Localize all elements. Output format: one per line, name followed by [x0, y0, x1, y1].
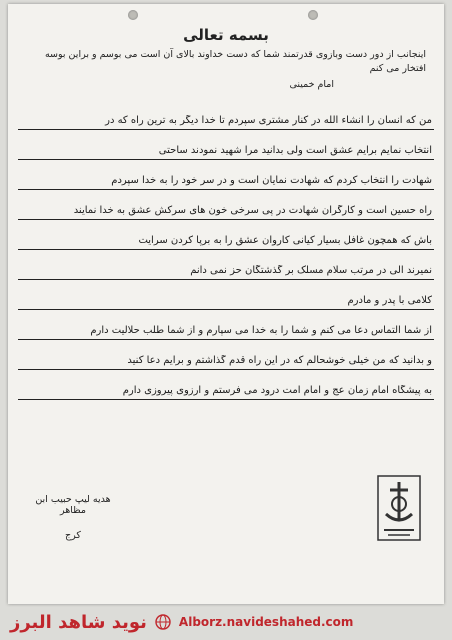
line-text: نمیرند الی در مرتب سلام مسلک بر گذشتگان حز نمی دانم [190, 265, 432, 276]
text-line [18, 370, 434, 400]
text-line [18, 280, 434, 310]
text-line [18, 220, 434, 250]
signature-block [28, 494, 118, 555]
document-page [8, 4, 444, 604]
globe-icon [155, 614, 171, 630]
irgc-emblem-icon [376, 474, 422, 542]
line-text: شهادت را انتخاب کردم که شهادت نمایان است و در سر خود را به خدا سپردم [111, 175, 432, 186]
imam-quote: اینجانب از دور دست وبازوی قدرتمند شما که دست خداوند بالای آن است می بوسم و براین بوسه افتخار می کنم [44, 49, 426, 74]
signature-name: هدیه لیپ حبیب ابن مظاهر [35, 494, 111, 516]
site-watermark [0, 604, 452, 640]
line-text: کلامی با پدر و مادرم [347, 295, 432, 306]
text-line [18, 100, 434, 130]
punch-holes [8, 10, 444, 24]
line-text: به پیشگاه امام زمان عج و امام امت درود می فرستم و آرزوی پیروزی دارم [122, 385, 432, 396]
line-text: انتخاب نمایم برایم عشق است ولی بدانید مرا شهید نمودند ساحتی [158, 145, 432, 156]
signature-place: کرج [65, 530, 81, 541]
text-line [18, 340, 434, 370]
document-heading: بسمه تعالی [183, 26, 269, 44]
line-text: و بدانید که من خیلی خوشحالم که در این راه قدم گذاشتم و برایم دعا کنید [127, 355, 432, 366]
text-line [18, 310, 434, 340]
punch-hole [308, 10, 318, 20]
brand-logo: نوید شاهد البرز [10, 611, 147, 633]
line-text: از شما التماس دعا می کنم و شما را به خدا می سپارم و از شما طلب حلالیت دارم [90, 325, 432, 336]
quote-author: امام خمینی [289, 79, 334, 90]
handwritten-text [18, 100, 434, 400]
line-text: باش که همچون غافل بسیار کیانی کاروان عشق را به برپا کردن سرایت [138, 235, 432, 246]
text-line [18, 160, 434, 190]
site-url: Alborz.navideshahed.com [178, 615, 354, 629]
text-line [18, 190, 434, 220]
line-text: من که انسان را انشاء الله در کنار مشتری سپردم تا خدا دیگر به ترین راه که در [105, 115, 432, 126]
text-line [18, 250, 434, 280]
punch-hole [128, 10, 138, 20]
line-text: راه حسین است و کارگران شهادت در پی سرخی خون های سرکش عشق به خدا نمایند [73, 205, 432, 216]
text-line [18, 130, 434, 160]
